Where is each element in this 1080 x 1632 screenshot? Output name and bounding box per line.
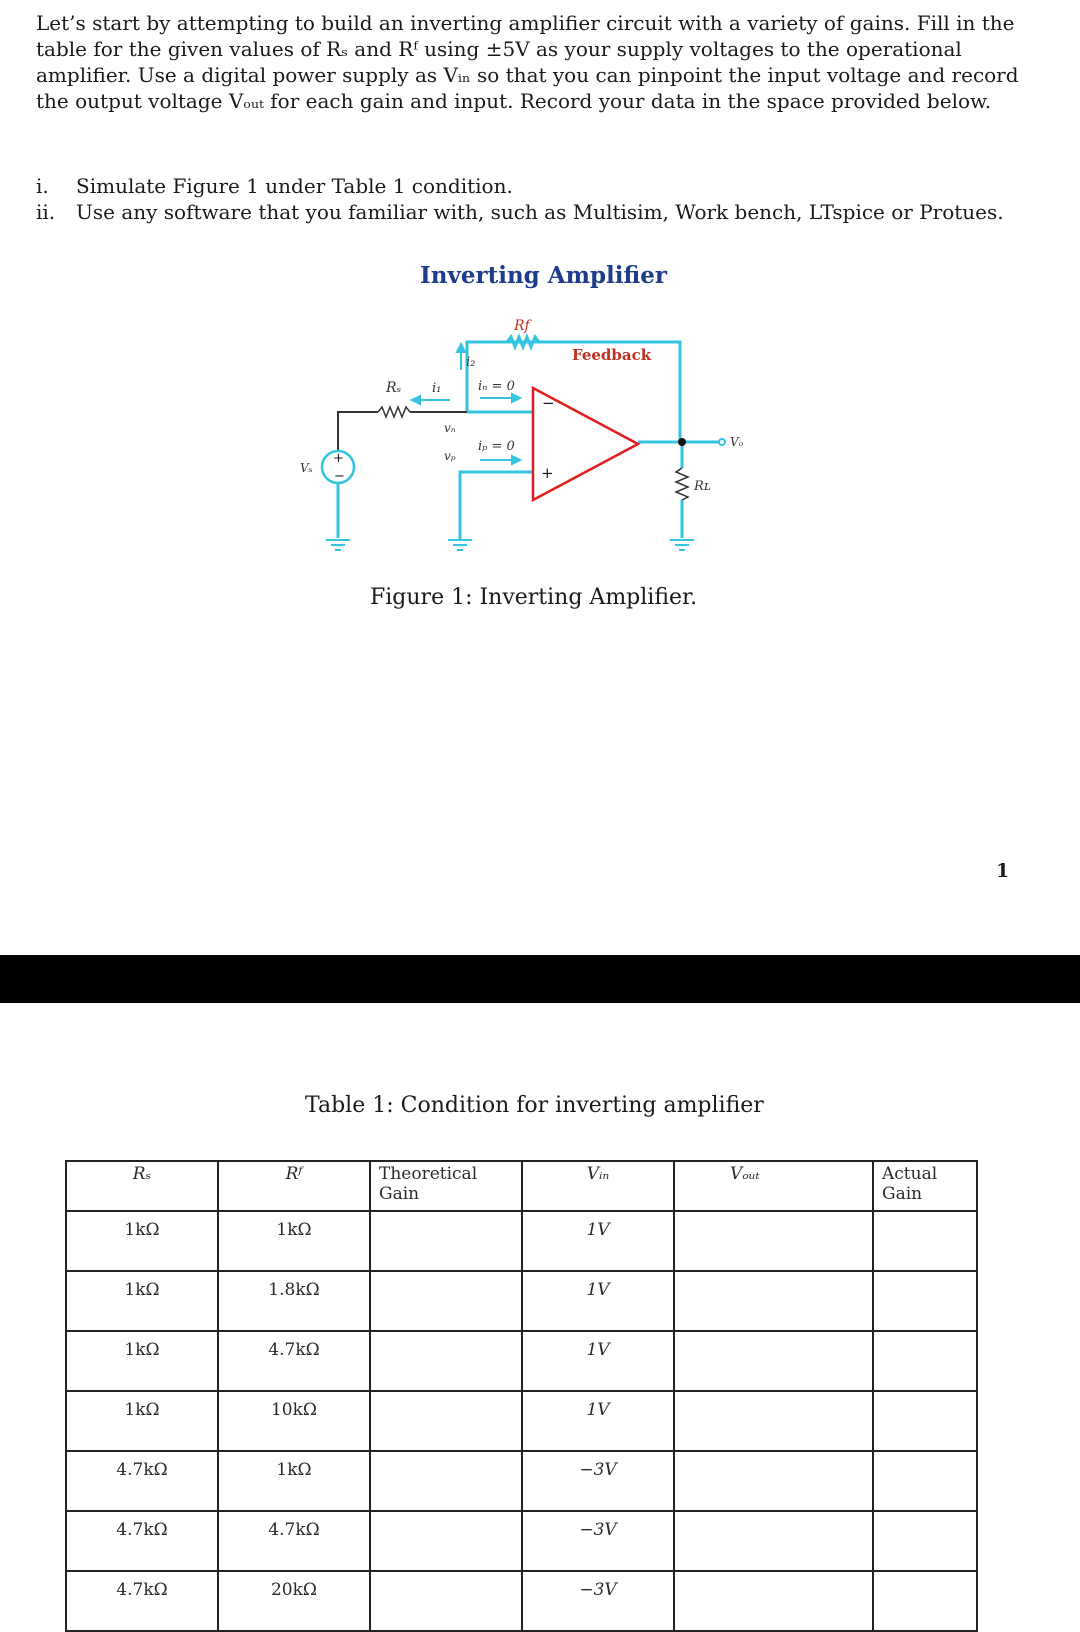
ground-symbols: [326, 540, 694, 550]
table-row: [66, 1571, 977, 1631]
cell-rs: 1kΩ: [66, 1211, 218, 1271]
header-vout: Vₒᵤₜ: [674, 1161, 873, 1211]
header-vin: Vᵢₙ: [522, 1161, 674, 1211]
cell-theoretical-gain[interactable]: [370, 1571, 522, 1631]
cell-rs: 1kΩ: [66, 1271, 218, 1331]
cell-actual-gain[interactable]: [873, 1451, 977, 1511]
cell-actual-gain[interactable]: [873, 1511, 977, 1571]
list-item-text: Use any software that you familiar with, such as Multisim, Work bench, LTspice or Protues.: [76, 200, 1004, 224]
page-divider-bar: [0, 955, 1080, 1003]
cell-theoretical-gain[interactable]: [370, 1511, 522, 1571]
rs-label: Rₛ: [386, 380, 402, 396]
in-zero-label: iₙ = 0: [478, 379, 515, 394]
inverting-input-label: −: [542, 394, 555, 412]
cell-rf: 10kΩ: [218, 1391, 370, 1451]
table-row: [66, 1451, 977, 1511]
list-item: [36, 199, 1004, 225]
instruction-list: [36, 173, 1004, 225]
list-item-number: i.: [36, 174, 49, 198]
cell-rf: 1kΩ: [218, 1451, 370, 1511]
cell-rs: 1kΩ: [66, 1391, 218, 1451]
cell-actual-gain[interactable]: [873, 1211, 977, 1271]
cell-theoretical-gain[interactable]: [370, 1211, 522, 1271]
inverting-amplifier-diagram: [300, 300, 780, 570]
figure-title: Inverting Amplifier: [420, 262, 667, 289]
table-row: [66, 1391, 977, 1451]
vs-label: Vₛ: [300, 461, 313, 475]
rl-label: Rʟ: [694, 479, 711, 494]
cell-rf: 20kΩ: [218, 1571, 370, 1631]
header-rf: Rᶠ: [218, 1161, 370, 1211]
cell-actual-gain[interactable]: [873, 1571, 977, 1631]
output-node: [678, 438, 686, 446]
cell-vin: 1V: [522, 1331, 674, 1391]
feedback-label: Feedback: [572, 346, 652, 364]
cell-rs: 4.7kΩ: [66, 1571, 218, 1631]
i1-label: i₁: [432, 381, 442, 396]
cell-vout[interactable]: [674, 1331, 873, 1391]
cell-rf: 4.7kΩ: [218, 1331, 370, 1391]
list-item-number: ii.: [36, 200, 56, 224]
intro-paragraph: Let’s start by attempting to build an inverting amplifier circuit with a variety of gains. Fill in the table for the given values of Rₛ and Rᶠ using ±5V as your supply voltages to the operational amplifier. Use a digital power supply as Vᵢₙ so that you can pinpoint the input voltage and record the output voltage Vₒᵤₜ for each gain and input. Record your data in the space provided below.: [36, 11, 1019, 113]
cell-theoretical-gain[interactable]: [370, 1391, 522, 1451]
cell-rf: 1kΩ: [218, 1211, 370, 1271]
cell-vout[interactable]: [674, 1211, 873, 1271]
cell-actual-gain[interactable]: [873, 1391, 977, 1451]
cell-vout[interactable]: [674, 1451, 873, 1511]
table-row: [66, 1271, 977, 1331]
rf-label: Rf: [514, 318, 530, 334]
header-rs: Rₛ: [66, 1161, 218, 1211]
noninverting-input-wire: [460, 472, 533, 540]
cell-vout[interactable]: [674, 1571, 873, 1631]
header-theoretical-gain: Theoretical Gain: [370, 1161, 522, 1211]
noninverting-input-label: +: [541, 464, 554, 482]
conditions-table: [65, 1160, 978, 1632]
source-top-wire: [338, 412, 378, 452]
vp-label: vₚ: [444, 449, 456, 463]
cell-rf: 4.7kΩ: [218, 1511, 370, 1571]
page-number: 1: [996, 860, 1010, 882]
table-row: [66, 1331, 977, 1391]
source-minus-label: −: [334, 469, 345, 484]
table-row: [66, 1211, 977, 1271]
circuit-wires: [338, 342, 720, 540]
cell-rs: 4.7kΩ: [66, 1511, 218, 1571]
cell-vin: −3V: [522, 1451, 674, 1511]
table-caption: Table 1: Condition for inverting amplifier: [305, 1093, 764, 1118]
cell-vin: −3V: [522, 1571, 674, 1631]
cell-actual-gain[interactable]: [873, 1271, 977, 1331]
ip-zero-label: iₚ = 0: [478, 439, 515, 454]
cell-vin: 1V: [522, 1211, 674, 1271]
cell-actual-gain[interactable]: [873, 1331, 977, 1391]
rs-resistor: [378, 407, 410, 417]
cell-vin: 1V: [522, 1271, 674, 1331]
header-actual-gain: Actual Gain: [873, 1161, 977, 1211]
cell-vin: −3V: [522, 1511, 674, 1571]
vn-label: vₙ: [444, 421, 456, 435]
cell-rs: 1kΩ: [66, 1331, 218, 1391]
list-item-text: Simulate Figure 1 under Table 1 condition.: [76, 174, 513, 198]
cell-vout[interactable]: [674, 1271, 873, 1331]
table-row: [66, 1511, 977, 1571]
output-terminal: [719, 439, 725, 445]
cell-theoretical-gain[interactable]: [370, 1451, 522, 1511]
rl-resistor: [676, 468, 688, 500]
cell-theoretical-gain[interactable]: [370, 1271, 522, 1331]
table-header-row: [66, 1161, 977, 1211]
figure-caption: Figure 1: Inverting Amplifier.: [370, 585, 698, 610]
cell-rf: 1.8kΩ: [218, 1271, 370, 1331]
source-plus-label: +: [333, 451, 344, 466]
cell-rs: 4.7kΩ: [66, 1451, 218, 1511]
cell-theoretical-gain[interactable]: [370, 1331, 522, 1391]
cell-vout[interactable]: [674, 1511, 873, 1571]
list-item: [36, 173, 1004, 199]
cell-vin: 1V: [522, 1391, 674, 1451]
vo-label: Vₒ: [730, 435, 744, 449]
cell-vout[interactable]: [674, 1391, 873, 1451]
i2-label: i₂: [466, 355, 476, 370]
